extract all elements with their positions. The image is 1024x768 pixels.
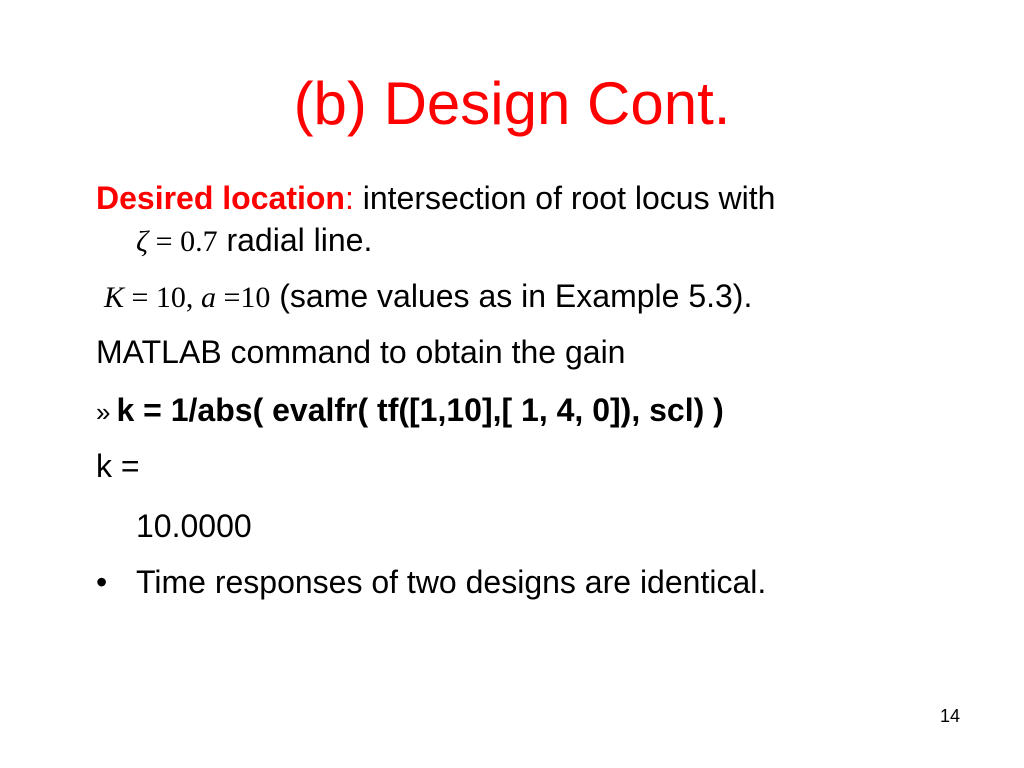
zeta-line <box>96 220 976 260</box>
zeta-value: = 0.7 <box>148 225 218 258</box>
a-value: =10 <box>215 281 271 314</box>
matlab-prompt: » <box>96 397 111 427</box>
bullet-icon: • <box>96 564 108 600</box>
matlab-intro-line: MATLAB command to obtain the gain <box>96 334 626 370</box>
matlab-command-line <box>96 390 976 432</box>
parameters-text: (same values as in Example 5.3). <box>270 278 753 314</box>
k-output-value: 10.0000 <box>136 508 252 544</box>
matlab-command: k = 1/abs( evalfr( tf([1,10],[ 1, 4, 0]), scl) ) <box>116 392 724 428</box>
desired-location-line <box>96 178 976 218</box>
slide-body <box>96 178 976 602</box>
bullet-text: Time responses of two designs are identical. <box>136 564 767 600</box>
k-output-label: k = <box>96 448 140 484</box>
parameters-line <box>96 276 976 318</box>
slide-title: (b) Design Cont. <box>293 70 731 137</box>
zeta-symbol: ζ <box>136 225 149 258</box>
page-number: 14 <box>939 706 960 726</box>
desired-location-colon: : <box>344 180 354 216</box>
a-variable: a <box>200 281 216 314</box>
zeta-line-text: radial line. <box>217 222 373 258</box>
k-value: = 10, <box>124 281 201 314</box>
desired-location-label: Desired location <box>96 180 345 216</box>
desired-location-text: intersection of root locus with <box>353 180 776 216</box>
bullet-item <box>96 562 976 602</box>
k-variable: K <box>104 281 125 314</box>
